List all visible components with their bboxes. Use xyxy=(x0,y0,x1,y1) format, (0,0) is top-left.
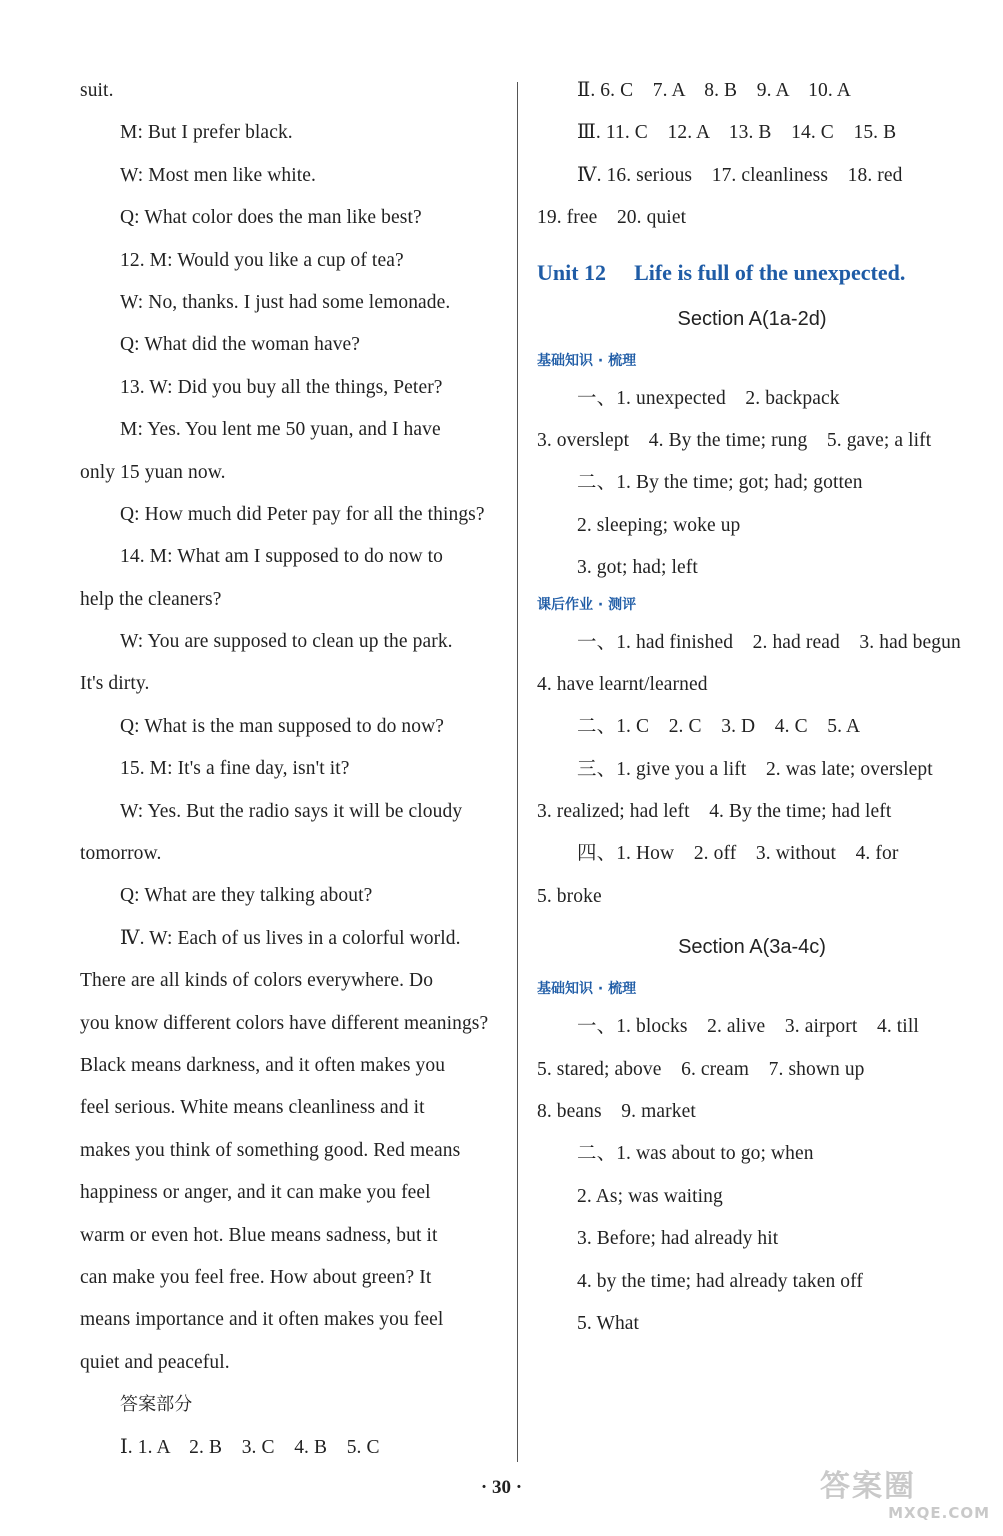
answer-line: 5. stared; above 6. cream 7. shown up xyxy=(537,1058,865,1080)
answer-line: 3. got; had; left xyxy=(577,557,698,579)
answer-line: 二、1. C 2. C 3. D 4. C 5. A xyxy=(577,716,861,738)
text-line: Q: What color does the man like best? xyxy=(120,207,422,229)
text-line: makes you think of something good. Red means xyxy=(80,1139,461,1161)
text-line: quiet and peaceful. xyxy=(80,1351,230,1373)
answer-line: 4. by the time; had already taken off xyxy=(577,1270,863,1292)
answer-line: 5. broke xyxy=(537,885,602,907)
answer-line: 8. beans 9. market xyxy=(537,1101,696,1123)
text-line: Q: What is the man supposed to do now? xyxy=(120,715,445,737)
answer-line: 三、1. give you a lift 2. was late; overslept xyxy=(577,758,933,780)
text-line: suit. xyxy=(80,80,114,101)
text-line: W: You are supposed to clean up the park. xyxy=(120,631,453,653)
text-line: Black means darkness, and it often makes you xyxy=(80,1054,446,1076)
answer-line: 四、1. How 2. off 3. without 4. for xyxy=(577,843,899,865)
section2-tag-basics: 基础知识 · 梳理 xyxy=(537,981,637,998)
text-line: means importance and it often makes you feel xyxy=(80,1309,444,1331)
watermark-url: MXQE.COM xyxy=(888,1504,990,1522)
text-line: There are all kinds of colors everywhere. Do xyxy=(80,970,434,992)
unit-name: Life is full of the unexpected. xyxy=(634,259,906,285)
section-title-1: Section A(1a-2d) xyxy=(677,307,827,330)
text-line: 14. M: What am I supposed to do now to xyxy=(120,546,443,568)
text-line: W: Most men like white. xyxy=(120,164,317,186)
text-line: can make you feel free. How about green? It xyxy=(80,1266,432,1288)
answer-line: Ⅲ. 11. C 12. A 13. B 14. C 15. B xyxy=(577,122,897,144)
answer-line: 19. free 20. quiet xyxy=(537,207,687,229)
watermark-logo-text: 答案圈 xyxy=(820,1469,916,1504)
text-line: M: Yes. You lent me 50 yuan, and I have xyxy=(120,419,441,441)
text-line: you know different colors have different meanings? xyxy=(80,1012,489,1034)
unit-title xyxy=(537,258,967,288)
answer-line: 5. What xyxy=(577,1312,640,1334)
answer-line: Ⅳ. 16. serious 17. cleanliness 18. red xyxy=(577,164,903,186)
answer-line: 3. realized; had left 4. By the time; had left xyxy=(537,801,892,823)
text-line: Q: What did the woman have? xyxy=(120,334,361,356)
text-line: It's dirty. xyxy=(80,673,150,695)
column-divider xyxy=(517,82,518,1462)
text-line: Q: What are they talking about? xyxy=(120,885,373,907)
unit-number: Unit 12 xyxy=(537,259,607,285)
answer-line: 4. have learnt/learned xyxy=(537,673,708,695)
answer-line: 3. overslept 4. By the time; rung 5. gave; a lift xyxy=(537,429,932,451)
text-line: M: But I prefer black. xyxy=(120,122,293,144)
page-number: · 30 · xyxy=(480,1477,523,1498)
text-line: 12. M: Would you like a cup of tea? xyxy=(120,249,404,271)
answer-line: 二、1. was about to go; when xyxy=(577,1143,814,1165)
answer-line: 一、1. unexpected 2. backpack xyxy=(577,387,840,409)
answers-continued xyxy=(537,70,967,240)
section1-basic-answers xyxy=(537,378,967,590)
answer-line-part1: Ⅰ. 1. A 2. B 3. C 4. B 5. C xyxy=(120,1436,380,1458)
answer-line: Ⅱ. 6. C 7. A 8. B 9. A 10. A xyxy=(577,80,851,101)
section-title-2: Section A(3a-4c) xyxy=(678,936,826,959)
answer-line: 2. As; was waiting xyxy=(577,1185,723,1207)
listening-transcript xyxy=(80,70,500,1384)
section1-tag-homework: 课后作业 · 测评 xyxy=(537,596,637,613)
text-line: W: No, thanks. I just had some lemonade. xyxy=(120,291,451,313)
text-line: tomorrow. xyxy=(80,843,162,865)
text-line: feel serious. White means cleanliness and it xyxy=(80,1097,425,1119)
text-line: only 15 yuan now. xyxy=(80,461,226,483)
text-line: help the cleaners? xyxy=(80,588,222,610)
right-column xyxy=(537,70,967,1345)
answer-section-heading: 答案部分 xyxy=(120,1394,193,1416)
text-line: 15. M: It's a fine day, isn't it? xyxy=(120,758,350,780)
text-line: Q: How much did Peter pay for all the things? xyxy=(120,503,485,525)
text-line: W: Yes. But the radio says it will be cloudy xyxy=(120,800,463,822)
answer-line: 2. sleeping; woke up xyxy=(577,514,741,536)
section2-basic-answers xyxy=(537,1006,967,1345)
answer-line: 二、1. By the time; got; had; gotten xyxy=(577,472,863,494)
section1-homework-answers xyxy=(537,622,967,919)
section1-tag-basics: 基础知识 · 梳理 xyxy=(537,352,637,369)
text-line: Ⅳ. W: Each of us lives in a colorful world. xyxy=(120,927,461,949)
site-watermark xyxy=(820,1470,990,1530)
answer-line: 3. Before; had already hit xyxy=(577,1228,779,1250)
answer-line: 一、1. blocks 2. alive 3. airport 4. till xyxy=(577,1016,919,1038)
text-line: warm or even hot. Blue means sadness, but it xyxy=(80,1224,438,1246)
text-line: 13. W: Did you buy all the things, Peter? xyxy=(120,376,443,398)
text-line: happiness or anger, and it can make you feel xyxy=(80,1182,431,1204)
left-column xyxy=(80,70,500,1469)
answer-line: 一、1. had finished 2. had read 3. had begun xyxy=(577,631,961,653)
